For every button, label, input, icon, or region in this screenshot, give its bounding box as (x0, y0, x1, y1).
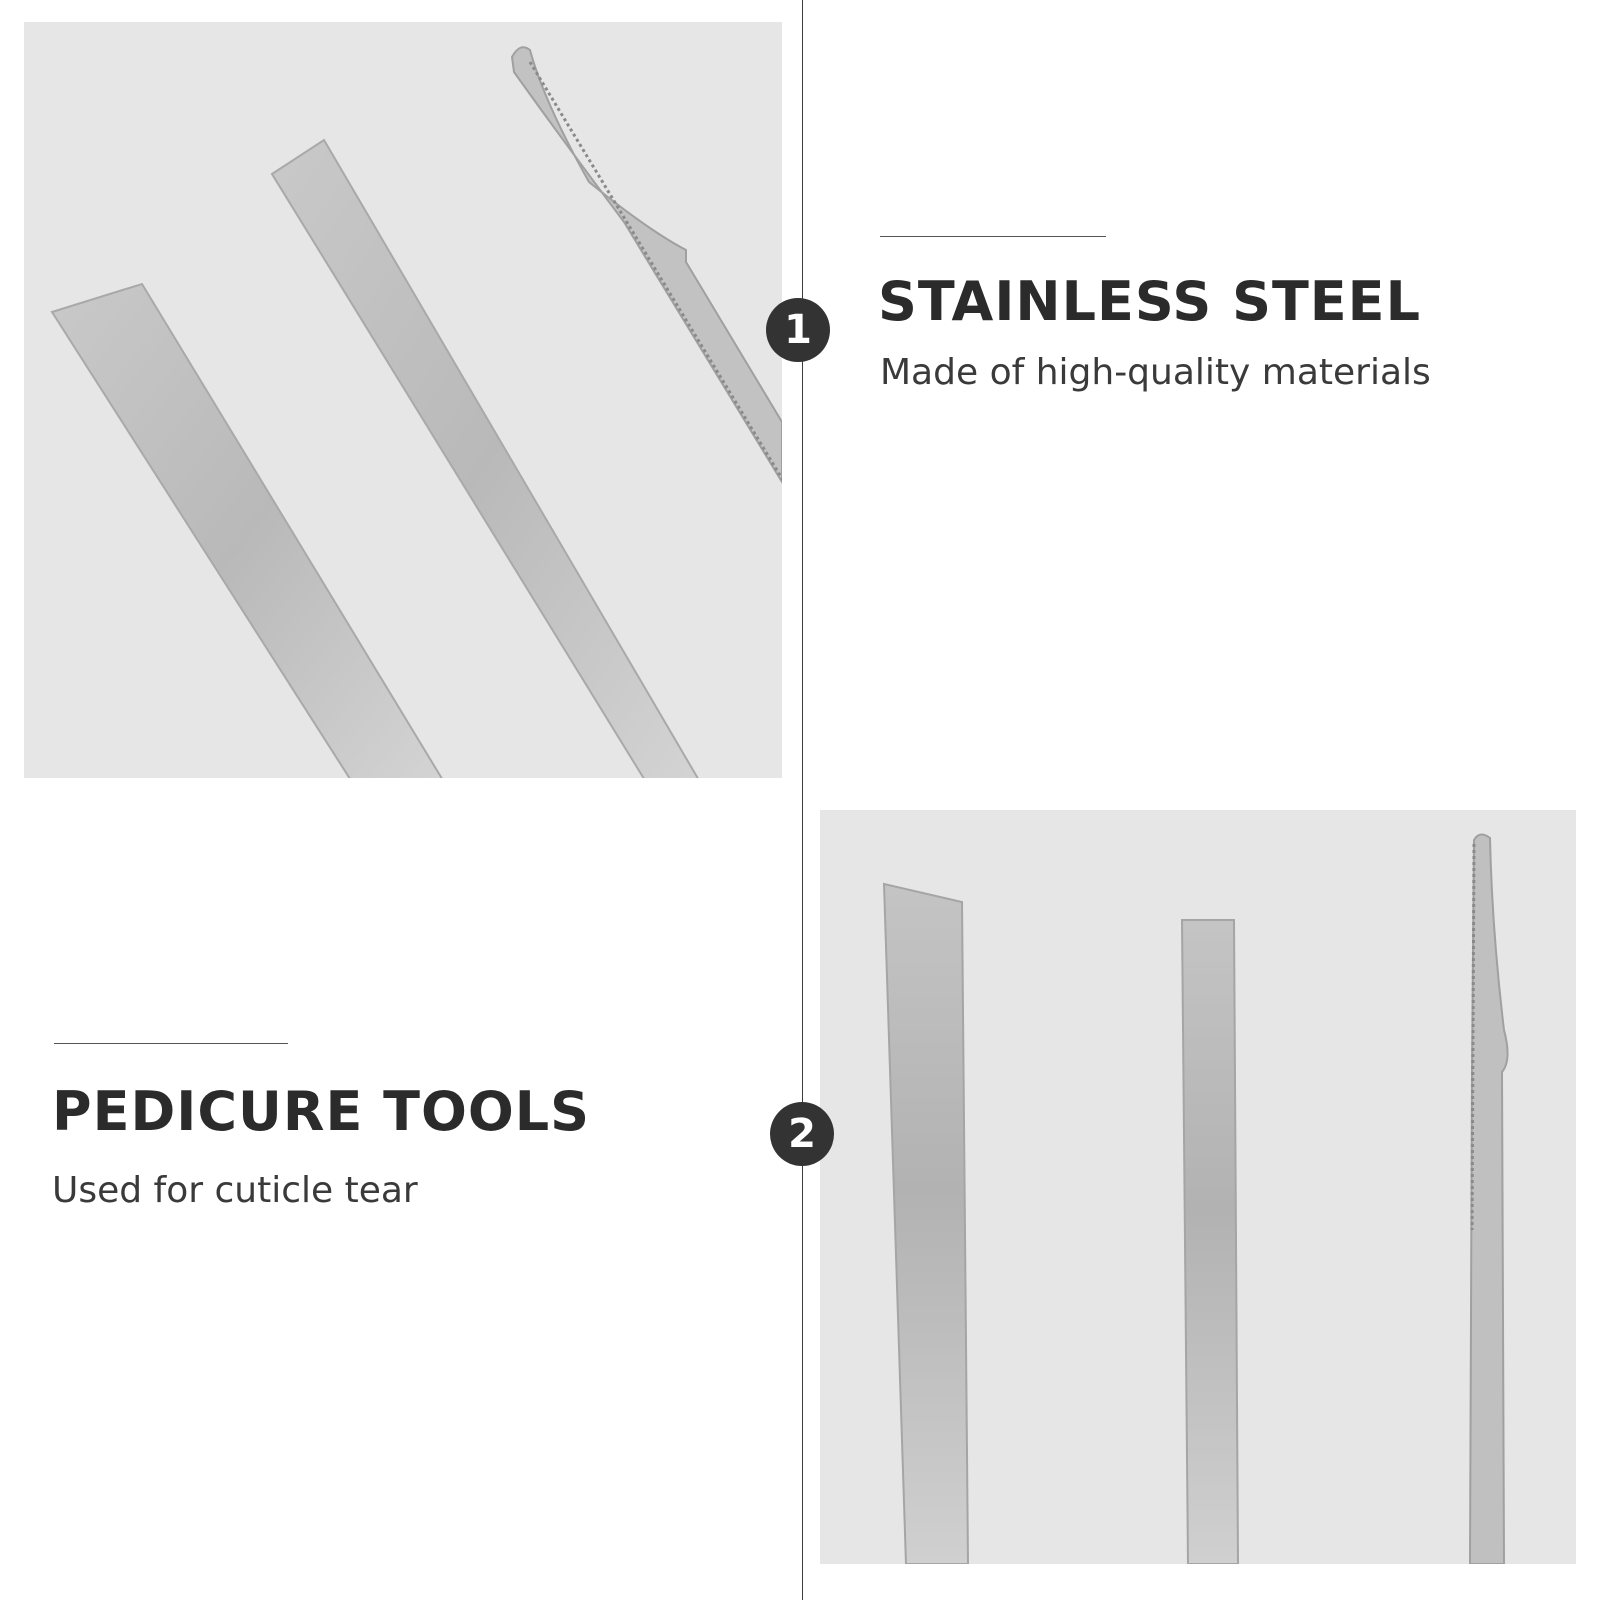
feature-title-1: STAINLESS STEEL (878, 270, 1421, 333)
flat-pusher-blade-4 (1182, 920, 1238, 1564)
heading-rule-1 (880, 236, 1106, 237)
feature-number-badge-1: 1 (766, 298, 830, 362)
heading-rule-2 (54, 1043, 288, 1044)
cuticle-tear-tool-tip-2 (1470, 834, 1508, 1564)
flat-pusher-blade-3 (884, 884, 968, 1564)
feature-number-badge-2: 2 (770, 1102, 834, 1166)
feature-description-2: Used for cuticle tear (52, 1170, 418, 1211)
feature-title-2: PEDICURE TOOLS (52, 1080, 591, 1143)
cuticle-tear-tool-tip (512, 47, 782, 482)
feature-description-1: Made of high-quality materials (880, 352, 1431, 393)
product-photo-vertical (820, 810, 1576, 1564)
steel-tools-illustration-vertical (820, 810, 1576, 1564)
center-divider (802, 0, 803, 1600)
steel-tools-illustration-angled (24, 22, 782, 778)
product-photo-angled (24, 22, 782, 778)
